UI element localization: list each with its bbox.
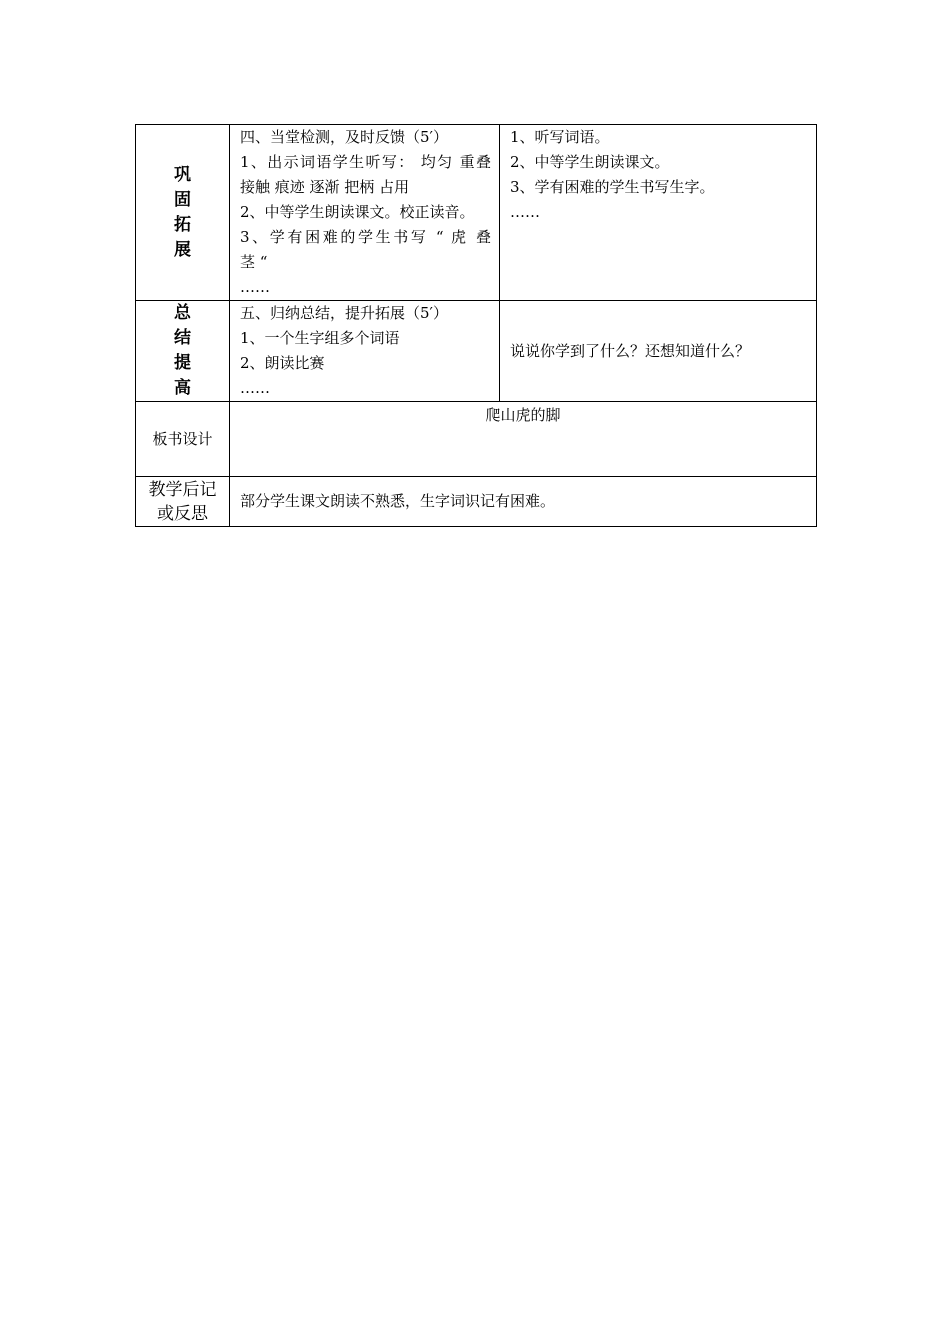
activity-heading: 五、归纳总结，提升拓展（5′） xyxy=(240,304,448,322)
consolidation-activity xyxy=(230,125,500,301)
activity-line: 2、中等学生朗读课文。校正读音。 xyxy=(240,203,475,221)
consolidation-label: 巩 固 拓 展 xyxy=(136,125,230,301)
summary-activity xyxy=(230,301,500,402)
activity-line: 茎 “ xyxy=(240,253,268,271)
reflection-label: 教学后记 或反思 xyxy=(136,477,230,527)
reflection-text: 部分学生课文朗读不熟悉，生字词识记有困难。 xyxy=(230,477,817,527)
activity-line: …… xyxy=(240,278,270,296)
activity-heading: 四、当堂检测，及时反馈（5′） xyxy=(240,128,448,146)
activity-line: 1、一个生字组多个词语 xyxy=(240,329,400,347)
activity-line: 3、学有困难的学生书写 “ 虎 叠 xyxy=(240,228,491,246)
consolidation-student xyxy=(500,125,817,301)
student-line: 1、听写词语。 xyxy=(510,128,610,146)
student-question: 说说你学到了什么？还想知道什么？ xyxy=(510,341,751,360)
activity-line: …… xyxy=(240,379,270,397)
student-line: 3、学有困难的学生书写生字。 xyxy=(510,178,715,196)
reflection-row xyxy=(136,477,817,527)
activity-line: 2、朗读比赛 xyxy=(240,354,325,372)
activity-line: 接触 痕迹 逐渐 把柄 占用 xyxy=(240,178,410,196)
board-design-title: 爬山虎的脚 xyxy=(230,402,817,477)
student-line: …… xyxy=(510,203,540,221)
board-design-row xyxy=(136,402,817,477)
summary-student xyxy=(500,301,817,402)
summary-row xyxy=(136,301,817,402)
board-design-label: 板书设计 xyxy=(136,402,230,477)
lesson-plan-table xyxy=(135,124,817,527)
student-line: 2、中等学生朗读课文。 xyxy=(510,153,670,171)
consolidation-row xyxy=(136,125,817,301)
summary-label: 总 结 提 高 xyxy=(136,301,230,402)
activity-line: 1、出示词语学生听写： 均匀 重叠 xyxy=(240,153,491,171)
